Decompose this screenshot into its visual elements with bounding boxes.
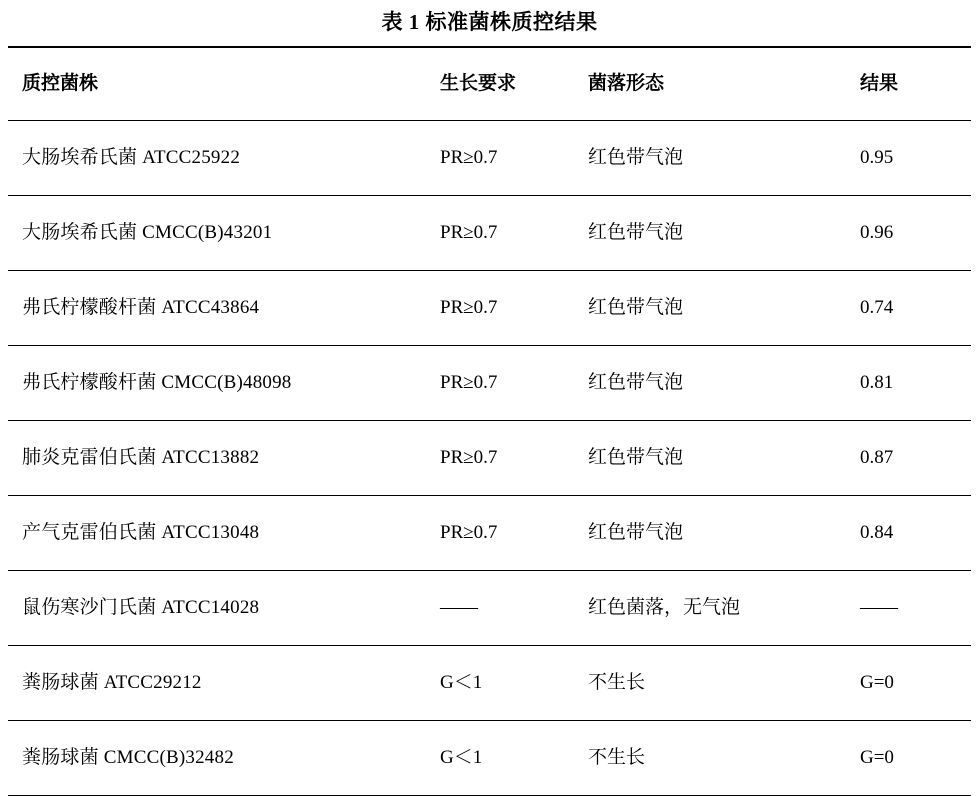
table-row — [8, 721, 971, 796]
cell-morphology: 红色带气泡 — [574, 271, 846, 346]
cell-growth: —— — [426, 571, 574, 646]
cell-morphology: 红色带气泡 — [574, 421, 846, 496]
cell-result: 0.81 — [846, 346, 971, 421]
cell-result: G=0 — [846, 646, 971, 721]
table-body — [8, 121, 971, 796]
cell-growth: PR≥0.7 — [440, 147, 498, 168]
table-row — [8, 271, 971, 346]
table-row — [8, 346, 971, 421]
table-caption: 表 1 标准菌株质控结果 — [381, 10, 598, 34]
cell-morphology: 不生长 — [574, 721, 846, 796]
table-container — [0, 46, 979, 796]
cell-result: 0.95 — [860, 147, 894, 168]
cell-morphology: 红色带气泡 — [574, 346, 846, 421]
document-page — [0, 8, 979, 791]
cell-strain: 鼠伤寒沙门氏菌 ATCC14028 — [8, 571, 426, 646]
cell-result: —— — [846, 571, 971, 646]
cell-strain: 粪肠球菌 CMCC(B)32482 — [8, 721, 426, 796]
table-header-row — [8, 47, 971, 121]
cell-strain: 产气克雷伯氏菌 ATCC13048 — [8, 496, 426, 571]
cell-strain: 肺炎克雷伯氏菌 ATCC13882 — [8, 421, 426, 496]
cell-growth: PR≥0.7 — [426, 196, 574, 271]
column-header-strain: 质控菌株 — [8, 47, 426, 121]
column-header-growth: 生长要求 — [426, 47, 574, 121]
quality-control-table — [8, 46, 971, 796]
cell-morphology: 红色带气泡 — [588, 147, 684, 168]
column-header-morphology: 菌落形态 — [574, 47, 846, 121]
cell-strain: 大肠埃希氏菌 CMCC(B)43201 — [8, 196, 426, 271]
cell-strain: 弗氏柠檬酸杆菌 ATCC43864 — [8, 271, 426, 346]
cell-strain: 弗氏柠檬酸杆菌 CMCC(B)48098 — [8, 346, 426, 421]
cell-growth: G＜1 — [426, 721, 574, 796]
cell-result: 0.84 — [846, 496, 971, 571]
table-row — [8, 646, 971, 721]
cell-growth: PR≥0.7 — [426, 496, 574, 571]
table-row — [8, 121, 971, 196]
cell-result: G=0 — [846, 721, 971, 796]
cell-growth: G＜1 — [426, 646, 574, 721]
cell-growth: PR≥0.7 — [426, 346, 574, 421]
cell-strain: 粪肠球菌 ATCC29212 — [8, 646, 426, 721]
cell-growth: PR≥0.7 — [426, 271, 574, 346]
cell-morphology: 红色带气泡 — [574, 496, 846, 571]
table-row — [8, 196, 971, 271]
cell-result: 0.96 — [846, 196, 971, 271]
cell-morphology: 不生长 — [574, 646, 846, 721]
table-header — [8, 47, 971, 121]
cell-result: 0.87 — [846, 421, 971, 496]
cell-strain: 大肠埃希氏菌 ATCC25922 — [22, 147, 241, 168]
cell-growth: PR≥0.7 — [426, 421, 574, 496]
table-row — [8, 496, 971, 571]
cell-result: 0.74 — [846, 271, 971, 346]
cell-morphology: 红色菌落，无气泡 — [574, 571, 846, 646]
cell-morphology: 红色带气泡 — [574, 196, 846, 271]
table-row — [8, 571, 971, 646]
column-header-result: 结果 — [846, 47, 971, 121]
table-row — [8, 421, 971, 496]
